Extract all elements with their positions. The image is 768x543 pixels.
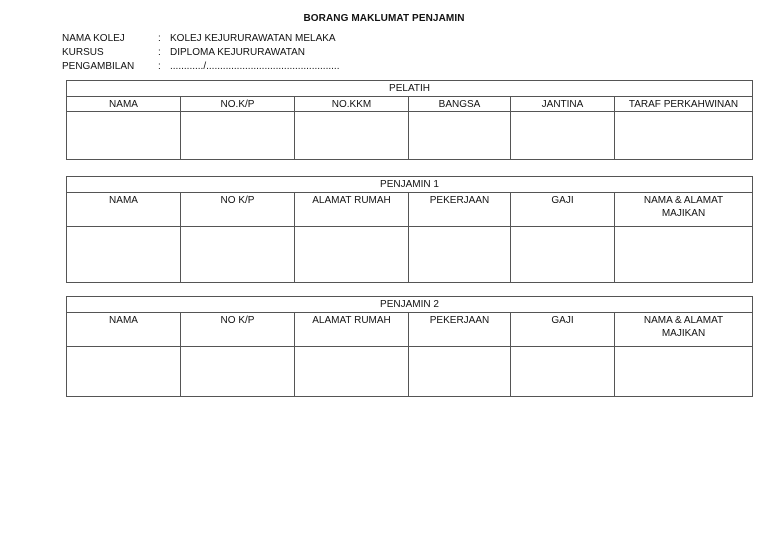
table-row (67, 112, 753, 160)
blank-cell[interactable] (615, 227, 753, 283)
penjamin-2-table (66, 296, 753, 397)
column-header: TARAF PERKAHWINAN (615, 97, 753, 112)
column-header: NO.KKM (295, 97, 409, 112)
blank-cell[interactable] (67, 112, 181, 160)
table-caption: PENJAMIN 1 (67, 177, 753, 193)
column-header: NAMA & ALAMAT MAJIKAN (615, 313, 753, 347)
penjamin-1-table (66, 176, 753, 283)
column-header: ALAMAT RUMAH (295, 193, 409, 227)
table-caption: PENJAMIN 2 (67, 297, 753, 313)
column-header: ALAMAT RUMAH (295, 313, 409, 347)
table-caption: PELATIH (67, 81, 753, 97)
form-title: BORANG MAKLUMAT PENJAMIN (303, 13, 465, 24)
column-header: PEKERJAAN (409, 313, 511, 347)
field-value: ............/................................................ (170, 61, 340, 72)
blank-cell[interactable] (181, 227, 295, 283)
table-row (67, 227, 753, 283)
column-header: NO.K/P (181, 97, 295, 112)
blank-cell[interactable] (295, 112, 409, 160)
column-header: JANTINA (511, 97, 615, 112)
blank-cell[interactable] (67, 227, 181, 283)
column-header: NAMA & ALAMAT MAJIKAN (615, 193, 753, 227)
blank-cell[interactable] (295, 227, 409, 283)
blank-cell[interactable] (615, 112, 753, 160)
column-header: BANGSA (409, 97, 511, 112)
blank-cell[interactable] (409, 227, 511, 283)
table-row (67, 347, 753, 397)
field-label: NAMA KOLEJ (62, 33, 125, 44)
column-header: GAJI (511, 193, 615, 227)
column-header: NAMA (67, 313, 181, 347)
blank-cell[interactable] (181, 112, 295, 160)
pelatih-table (66, 80, 753, 160)
blank-cell[interactable] (409, 347, 511, 397)
column-header: PEKERJAAN (409, 193, 511, 227)
blank-cell[interactable] (615, 347, 753, 397)
field-value: KOLEJ KEJURURAWATAN MELAKA (170, 33, 336, 44)
blank-cell[interactable] (181, 347, 295, 397)
field-label: PENGAMBILAN (62, 61, 135, 72)
field-value: DIPLOMA KEJURURAWATAN (170, 47, 306, 58)
field-separator: : (158, 47, 161, 58)
column-header: NAMA (67, 97, 181, 112)
field-separator: : (158, 61, 161, 72)
field-label: KURSUS (62, 47, 104, 58)
blank-cell[interactable] (511, 112, 615, 160)
column-header: NO K/P (181, 193, 295, 227)
blank-cell[interactable] (295, 347, 409, 397)
blank-cell[interactable] (67, 347, 181, 397)
column-header: NO K/P (181, 313, 295, 347)
blank-cell[interactable] (511, 227, 615, 283)
column-header: NAMA (67, 193, 181, 227)
column-header: GAJI (511, 313, 615, 347)
blank-cell[interactable] (409, 112, 511, 160)
blank-cell[interactable] (511, 347, 615, 397)
field-separator: : (158, 33, 161, 44)
